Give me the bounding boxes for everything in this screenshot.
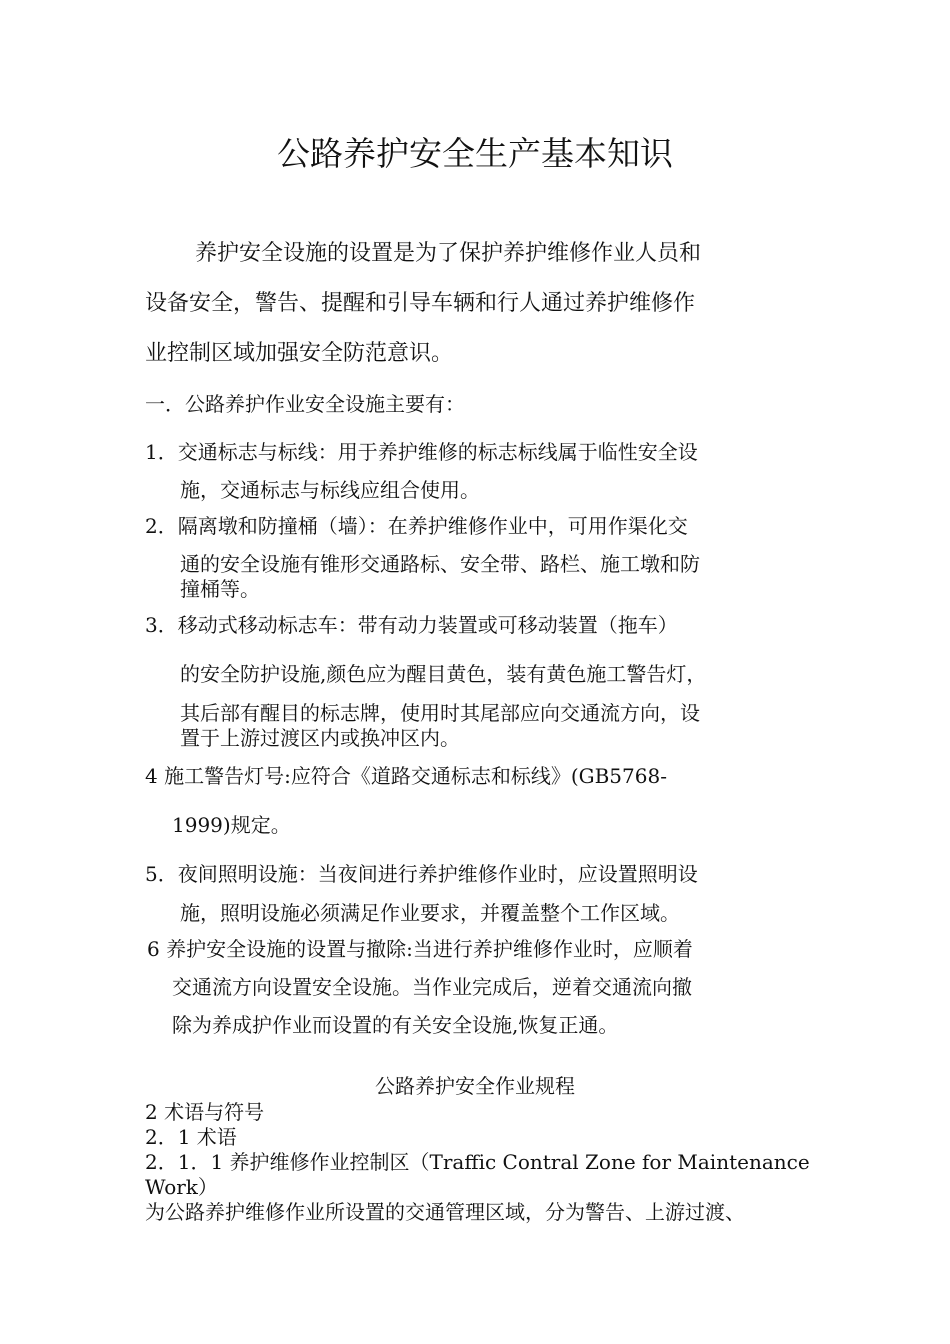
list-item-line: 除为养成护作业而设置的有关安全设施,恢复正通。	[172, 1013, 619, 1037]
list-item-line: 1999)规定。	[172, 813, 291, 837]
list-item-line: 其后部有醒目的标志牌，使用时其尾部应向交通流方向，设	[180, 701, 700, 725]
section-subtitle: 公路养护安全作业规程	[375, 1074, 575, 1098]
intro-line: 养护安全设施的设置是为了保护养护维修作业人员和	[195, 241, 702, 266]
list-item-line: 通的安全设施有锥形交通路标、安全带、路栏、施工墩和防	[180, 552, 700, 576]
list-item-line: 6 养护安全设施的设置与撤除:当进行养护维修作业时，应顺着	[147, 937, 693, 961]
term-line: 2．1．1 养护维修作业控制区（Traffic Contral Zone for Maintenance	[145, 1150, 810, 1174]
list-item-line: 交通流方向设置安全设施。当作业完成后，逆着交通流向撤	[172, 975, 692, 999]
list-item-line: 的安全防护设施,颜色应为醒目黄色，装有黄色施工警告灯，	[180, 662, 707, 686]
list-item-line: 置于上游过渡区内或换冲区内。	[180, 726, 460, 750]
term-line: 2 术语与符号	[145, 1100, 265, 1124]
page-title: 公路养护安全生产基本知识	[277, 134, 673, 173]
list-item-line: 施，照明设施必须满足作业要求，并覆盖整个工作区域。	[180, 901, 680, 925]
list-item-line: 2．隔离墩和防撞桶（墙）：在养护维修作业中，可用作渠化交	[145, 514, 688, 538]
list-item-line: 3．移动式移动标志车：带有动力装置或可移动装置（拖车）	[145, 613, 678, 637]
list-item-line: 撞桶等。	[180, 577, 260, 601]
list-item-line: 施，交通标志与标线应组合使用。	[180, 478, 480, 502]
intro-line: 业控制区域加强安全防范意识。	[145, 341, 454, 366]
term-line: Work）	[145, 1175, 218, 1199]
list-item-line: 5．夜间照明设施：当夜间进行养护维修作业时，应设置照明设	[145, 862, 698, 886]
list-item-line: 1．交通标志与标线：用于养护维修的标志标线属于临性安全设	[145, 440, 698, 464]
term-line: 为公路养护维修作业所设置的交通管理区域，分为警告、上游过渡、	[145, 1200, 745, 1224]
section-heading: 一．公路养护作业安全设施主要有：	[145, 392, 465, 416]
list-item-line: 4 施工警告灯号:应符合《道路交通标志和标线》(GB5768-	[145, 764, 667, 788]
term-line: 2．1 术语	[145, 1125, 237, 1149]
intro-line: 设备安全，警告、提醒和引导车辆和行人通过养护维修作	[145, 291, 696, 316]
